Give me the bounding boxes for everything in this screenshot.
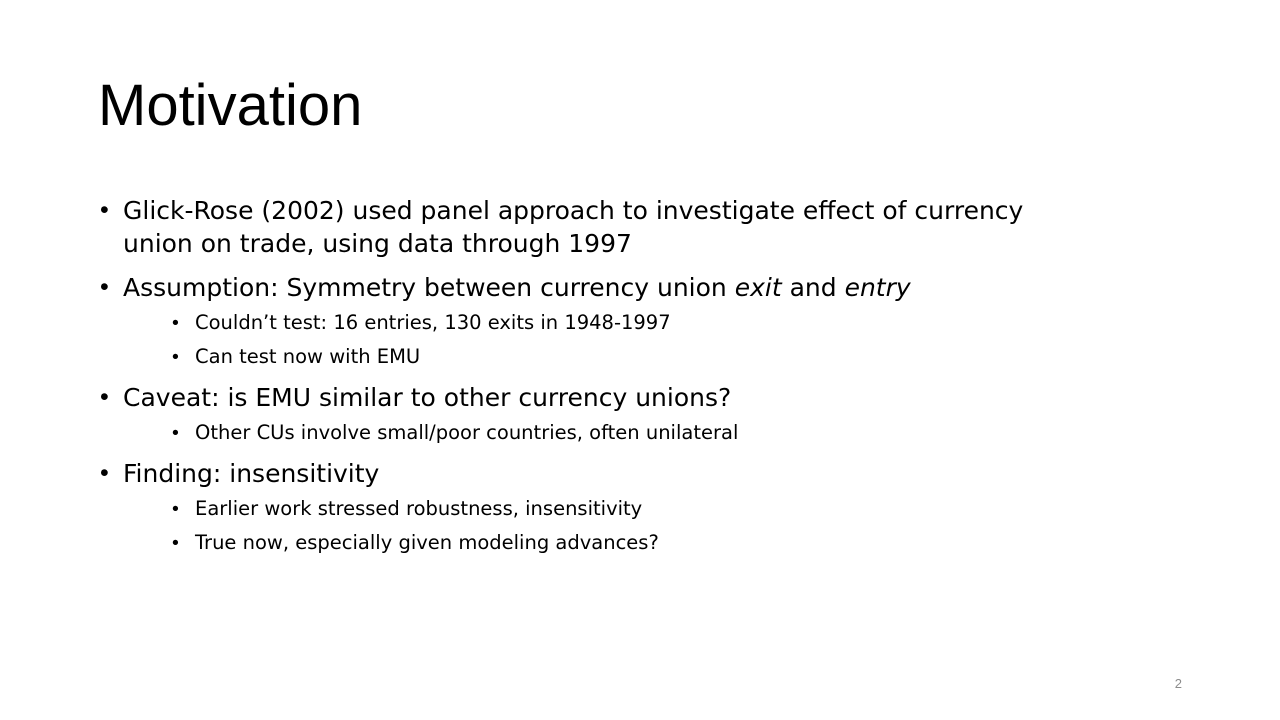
sub-bullet-item (147, 420, 1100, 446)
bullet-icon: • (172, 422, 179, 444)
bullet-text: Caveat: is EMU similar to other currency unions? (123, 383, 732, 412)
sub-bullet-text: Other CUs involve small/poor countries, often unilateral (195, 421, 739, 444)
sub-bullet-item (147, 310, 1100, 336)
bullet-icon: • (172, 532, 179, 554)
sub-bullet-item (147, 530, 1100, 556)
bullet-text: Finding: insensitivity (123, 459, 380, 488)
bullet-item (100, 381, 1100, 446)
sub-bullet-list (123, 420, 1100, 446)
bullet-icon: • (100, 459, 109, 487)
page-number: 2 (1174, 676, 1182, 691)
sub-bullet-item (147, 496, 1100, 522)
bullet-icon: • (100, 196, 109, 224)
sub-bullet-list (123, 310, 1100, 370)
bullet-list (100, 194, 1100, 556)
sub-bullet-item (147, 344, 1100, 370)
bullet-item (100, 457, 1100, 556)
bullet-text: Glick-Rose (2002) used panel approach to investigate effect of currency union on trade, using data through 1997 (123, 196, 1024, 258)
bullet-icon: • (100, 273, 109, 301)
bullet-text: Assumption: Symmetry between currency union exit and entry (123, 273, 911, 302)
bullet-item (100, 271, 1100, 370)
bullet-icon: • (100, 383, 109, 411)
sub-bullet-text: Earlier work stressed robustness, insensitivity (195, 497, 643, 520)
sub-bullet-text: Can test now with EMU (195, 345, 421, 368)
sub-bullet-list (123, 496, 1100, 556)
bullet-item (100, 194, 1100, 260)
sub-bullet-text: Couldn’t test: 16 entries, 130 exits in 1948-1997 (195, 311, 671, 334)
sub-bullet-text: True now, especially given modeling advances? (195, 531, 659, 554)
slide-title: Motivation (98, 73, 363, 138)
bullet-icon: • (172, 312, 179, 334)
bullet-icon: • (172, 346, 179, 368)
bullet-icon: • (172, 498, 179, 520)
